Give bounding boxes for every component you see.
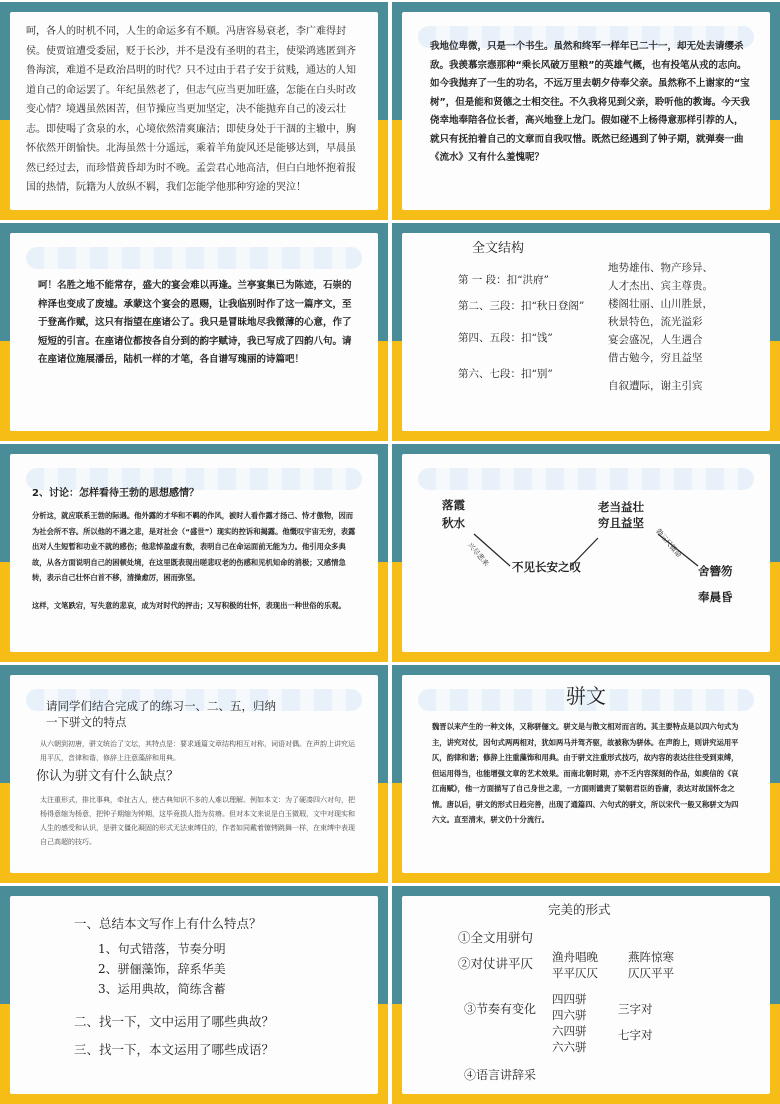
diagonal-label: 勃三尺微命: [654, 527, 683, 560]
slide-card: [10, 233, 378, 431]
answer-point: 2、骈俪藻饰，辞系华美: [98, 962, 226, 976]
question-text: 你认为骈文有什么缺点？: [36, 769, 180, 784]
structure-right: 宴会盛况，人生遇合: [608, 334, 703, 346]
slide-card: [402, 896, 770, 1094]
answer-point: 1、句式错落，节奏分明: [98, 942, 226, 956]
question-text: 一、总结本文写作上有什么特点？: [74, 916, 262, 931]
question-text: 三、找一下，本文运用了哪些成语？: [74, 1042, 275, 1057]
paragraph-text: 从六朝到初唐，骈文统治了文坛，其特点是：要求通篇文章结构相互对称，词语对偶。在声韵上讲究运用平仄，音律和谐，修辞上注意藻辞和用典。: [40, 740, 355, 762]
slide-title: 完美的形式: [548, 902, 611, 917]
prompt-text: 一下骈文的特点: [46, 715, 127, 729]
mood-label-center: 不见长安之叹: [512, 560, 581, 574]
paragraph-text: 魏晋以来产生的一种文体，又称骈俪文。骈文是与散文相对而言的。其主要特点是以四六句式为主，讲究对仗，因句式两两相对，犹如两马并驾齐驱，故被称为骈体。在声韵上，则讲究运用平仄，韵律和谐；修辞上注重藻饰和用典。由于骈文注重形式技巧，故内容的表达往往受到束缚，但运用得当，也能增强文章的艺术效果。而南北朝时期，亦不乏内容深刻的作品，如庾信的《哀江南赋》，他一方面描写了自己身世之悲，一方面则谴责了梁朝君臣的昏庸，表达对故国怀念之情。唐以后，骈文的形式日趋完善，出现了通篇四、六句式的骈文，所以宋代一般又称骈文为四六文。直至清末，骈文仍十分流行。: [432, 722, 739, 824]
slide-title: 骈文: [566, 684, 606, 708]
slide-title: 全文结构: [472, 241, 525, 256]
rhythm-item: 六四骈: [552, 1024, 587, 1038]
structure-left: 第四、五段：扣“饯”: [458, 332, 553, 344]
structure-left: 第六、七段：扣“别”: [458, 368, 553, 380]
mood-label: 奉晨昏: [698, 590, 733, 604]
structure-left: 第 一 段：扣“洪府”: [458, 274, 549, 286]
form-item: ③节奏有变化: [464, 1002, 537, 1016]
mood-label-peak: 老当益壮: [598, 500, 644, 514]
structure-right: 楼阁壮丽、山川胜景，: [608, 298, 713, 310]
slide-9[interactable]: [0, 886, 388, 1104]
slide-card: [10, 675, 378, 873]
paragraph-text: 分析这，就应联系王勃的际遇。他外露的才华和不羁的作风，被时人看作露才扬己、恃才傲物，因而为社会所不容。所以他的不遇之悲，是对社会（“盛世”）现实的控诉和揭露。他慨叹宇宙无穷，表露出对人生短暂和功业不就的感伤；他悲悼盈虚有数，表明自己在命运面前无能为力。他引用众多典故，从各方面说明自己的困顿处境，在这里既表现出嗟悲叹老的伤感和见机知命的消极；又感情急转，表示自己壮怀白首不移，清操愈厉，困而弥坚。: [32, 511, 356, 582]
structure-right: 人才杰出、宾主尊贵。: [608, 280, 713, 292]
mood-label: 秋水: [442, 516, 465, 530]
rhythm-item: 三字对: [618, 1002, 653, 1016]
question-text: 二、找一下，文中运用了哪些典故？: [74, 1014, 275, 1029]
rhythm-item: 四六骈: [552, 1008, 587, 1022]
discussion-heading: 2、讨论：怎样看待王勃的思想感情？: [32, 488, 199, 499]
mood-label-peak: 穷且益坚: [598, 516, 644, 530]
diagonal-label: 兴尽悲来: [466, 541, 491, 568]
structure-right: 地势雄伟、物产珍异、: [608, 262, 713, 274]
slide-2[interactable]: [392, 2, 780, 220]
paragraph-text: 这样，文笔跌宕，写失意的悲哀，成为对时代的抨击；又写积极的壮怀，表现出一种世俗的乐观。: [32, 601, 346, 610]
paragraph-text: 呵！名胜之地不能常存，盛大的宴会难以再逢。兰亭宴集已为陈迹，石崇的梓泽也变成了废墟。承蒙这个宴会的恩赐，让我临别时作了这一篇序文，至于登高作赋，这只有指望在座诸公了。我只是冒昧地尽我微薄的心意，作了短短的引言。在座诸位都按各自分到的韵字赋诗，我已写成了四韵八句。请在座诸位施展潘岳，陆机一样的才笔，各自谱写瑰丽的诗篇吧！: [38, 280, 352, 365]
paragraph-text: 太注重形式，排比事典，牵扯古人，使古典知识不多的人难以理解。例如本文：为了硬凑四六对句，把杨得意缩为杨意，把钟子期缩为钟期，这毕竟损人指为贫瘠。但对本文来说是白玉微瑕，文中对现实和人生的感受和认识，是骈文僵化凝固的形式无法束缚住的，作者如同戴着镣铐跳舞一样，在束缚中表现自己高超的技巧。: [40, 796, 355, 846]
slide-card: [10, 454, 378, 652]
answer-point: 3、运用典故，简练含蓄: [98, 982, 226, 996]
slide-1[interactable]: [0, 2, 388, 220]
rhythm-item: 七字对: [618, 1028, 653, 1042]
example-text: 渔舟唱晚: [552, 950, 598, 964]
slide-10[interactable]: [392, 886, 780, 1104]
sky-decoration: [26, 247, 362, 269]
paragraph-text: 呵，各人的时机不同，人生的命运多有不顺。冯唐容易衰老，李广难得封侯。使贾谊遭受委屈，贬于长沙，并不是没有圣明的君主，使梁鸿逃匿到齐鲁海滨，难道不是政治昌明的时代？只不过由于君子安于贫贱，通达的人知道自己的命运罢了。年纪虽然老了，但志气应当更加旺盛，怎能在白头时改变心情？境遇虽然困苦，但节操应当更加坚定，决不能抛弃自己的凌云壮志。即使喝了贪泉的水，心境依然清爽廉洁；即使身处于干涸的主辙中，胸怀依然开朗愉快。北海虽然十分遥远，乘着羊角旋风还是能够达到，早晨虽然已经过去，而珍惜黄昏却为时不晚。孟尝君心地高洁，但白白地怀抱着报国的热情，阮籍为人放纵不羁，我们怎能学他那种穷途的哭泣！: [26, 26, 356, 193]
form-item: ①全文用骈句: [458, 930, 534, 945]
example-text: 仄仄平平: [628, 966, 674, 980]
slide-4[interactable]: [392, 223, 780, 441]
slide-card: [402, 454, 770, 652]
rhythm-item: 六六骈: [552, 1040, 587, 1054]
example-text: 平平仄仄: [552, 966, 598, 980]
slide-card: [402, 12, 770, 210]
mood-label: 落霞: [442, 498, 465, 512]
structure-right: 自叙遭际，谢主引宾: [608, 380, 703, 392]
form-item: ②对仗讲平仄: [458, 956, 534, 971]
rhythm-item: 四四骈: [552, 992, 587, 1006]
slide-7[interactable]: [0, 665, 388, 883]
mood-curve-diagram: [402, 454, 770, 652]
structure-right: 借古勉今，穷且益坚: [608, 352, 703, 364]
form-item: ④语言讲辞采: [464, 1068, 537, 1082]
slide-card: [402, 233, 770, 431]
slide-3[interactable]: [0, 223, 388, 441]
structure-left: 第二、三段：扣“秋日登阁”: [458, 300, 585, 312]
structure-right: 秋景特色，流光溢彩: [608, 316, 703, 328]
slide-card: [402, 675, 770, 873]
slide-5[interactable]: [0, 444, 388, 662]
slide-card: [10, 12, 378, 210]
paragraph-text: 我地位卑微，只是一个书生。虽然和终军一样年已二十一，却无处去请缨杀敌。我羡慕宗悫那种“乘长风破万里粮”的英雄气概，也有投笔从戎的志向。如今我抛弃了一生的功名，不远万里去朝夕侍奉父亲。虽然称不上谢家的“宝树”，但是能和贤德之士相交往。不久我将见到父亲，聆听他的教诲。今天我侥幸地奉陪各位长者，高兴地登上龙门。假如碰不上杨得意那样引荐的人，就只有抚拍着自己的文章而自我叹惜。既然已经遇到了钟子期，就弹奏一曲《流水》又有什么羞愧呢？: [430, 41, 750, 163]
slide-card: [10, 896, 378, 1094]
slide-6[interactable]: [392, 444, 780, 662]
mood-label: 舍簪笏: [698, 564, 733, 578]
prompt-text: 请同学们结合完成了的练习一、二、五，归纳: [46, 699, 276, 713]
slide-8[interactable]: [392, 665, 780, 883]
example-text: 燕阵惊寒: [628, 950, 674, 964]
